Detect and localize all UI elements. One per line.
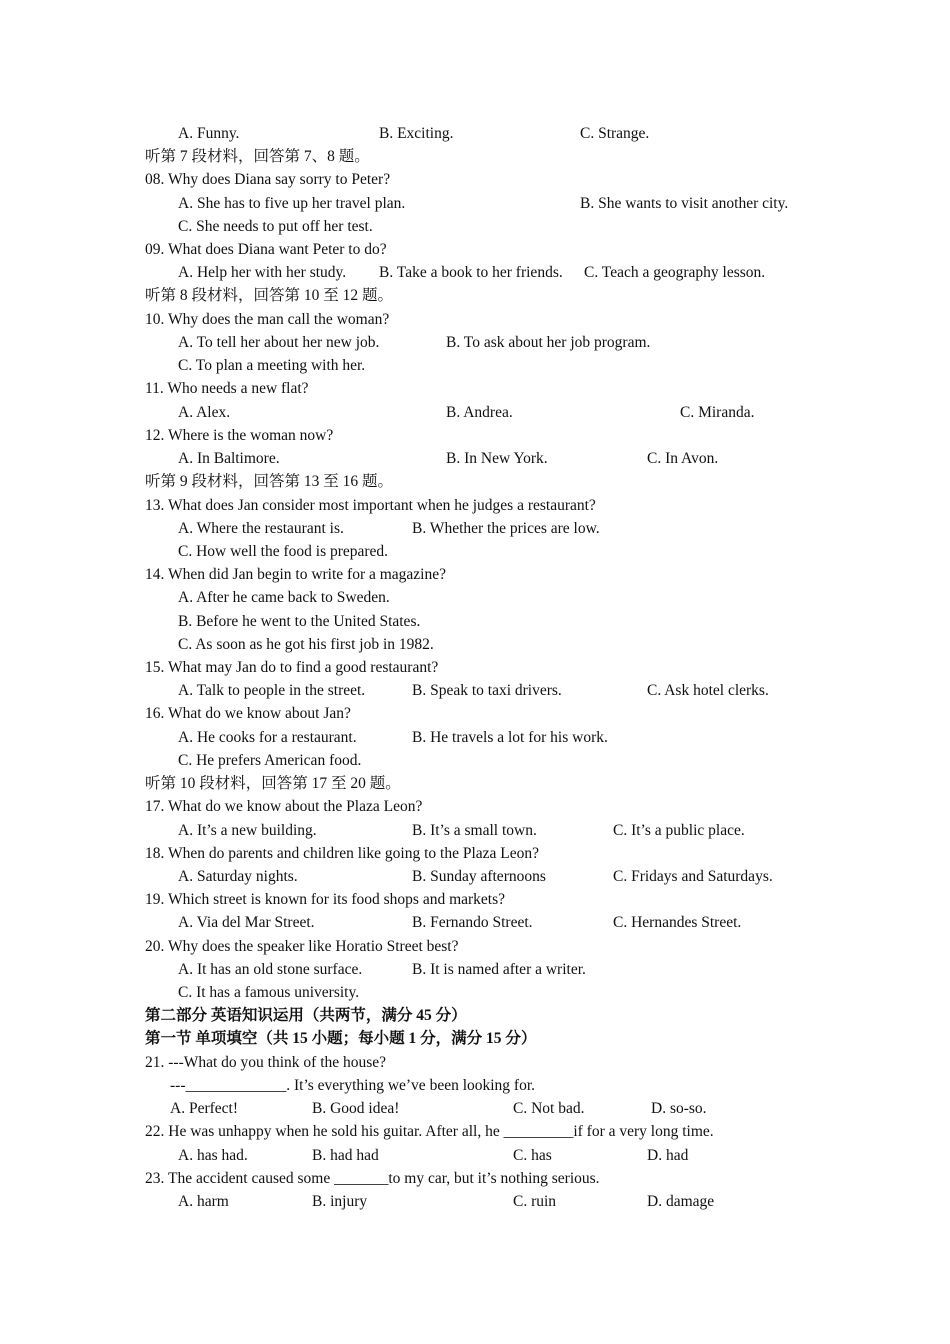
line-text: 11. Who needs a new flat? [145,380,309,397]
line-text: 23. The accident caused some _______to my car, but it’s nothing serious. [145,1170,600,1187]
line-text: 09. What does Diana want Peter to do? [145,241,387,258]
answer-option: A. He cooks for a restaurant. [178,729,357,746]
answer-option: A. It’s a new building. [178,822,317,839]
line-text: C. He prefers American food. [178,752,362,769]
line-text: 18. When do parents and children like going to the Plaza Leon? [145,845,539,862]
answer-option: A. Funny. [178,125,240,142]
line-text: 12. Where is the woman now? [145,427,334,444]
answer-option: C. Strange. [580,125,650,142]
answer-option: C. In Avon. [647,450,719,467]
answer-option: B. Fernando Street. [412,914,533,931]
answer-option: A. She has to five up her travel plan. [178,195,406,212]
answer-option: A. harm [178,1193,229,1210]
line-text: A. After he came back to Sweden. [178,589,390,606]
answer-option: C. Not bad. [513,1100,585,1117]
answer-option: D. had [647,1147,689,1164]
answer-option: C. Miranda. [680,404,755,421]
answer-option: C. ruin [513,1193,557,1210]
line-text: 20. Why does the speaker like Horatio Street best? [145,938,459,955]
line-text: C. As soon as he got his first job in 1982. [178,636,434,653]
line-text: 08. Why does Diana say sorry to Peter? [145,171,391,188]
line-text: 第一节 单项填空（共 15 小题；每小题 1 分，满分 15 分） [145,1030,537,1047]
line-text: B. Before he went to the United States. [178,613,421,630]
answer-option: A. Alex. [178,404,231,421]
line-text: 21. ---What do you think of the house? [145,1054,387,1071]
answer-option: A. Perfect! [170,1100,238,1117]
line-text: C. She needs to put off her test. [178,218,373,235]
answer-option: A. In Baltimore. [178,450,280,467]
answer-option: A. Via del Mar Street. [178,914,315,931]
answer-option: A. It has an old stone surface. [178,961,363,978]
answer-option: C. Teach a geography lesson. [584,264,766,281]
answer-option: B. Sunday afternoons [412,868,546,885]
answer-option: B. In New York. [446,450,548,467]
answer-option: C. Fridays and Saturdays. [613,868,773,885]
answer-option: D. damage [647,1193,715,1210]
answer-option: B. had had [312,1147,379,1164]
answer-option: B. It’s a small town. [412,822,537,839]
answer-option: B. injury [312,1193,368,1210]
line-text: 10. Why does the man call the woman? [145,311,390,328]
answer-option: C. Ask hotel clerks. [647,682,769,699]
line-text: 听第 10 段材料，回答第 17 至 20 题。 [145,775,401,792]
line-text: 19. Which street is known for its food shops and markets? [145,891,506,908]
answer-option: A. has had. [178,1147,248,1164]
line-text: 22. He was unhappy when he sold his guitar. After all, he _________if for a very long time. [145,1123,714,1140]
line-text: C. To plan a meeting with her. [178,357,366,374]
line-text: 听第 9 段材料，回答第 13 至 16 题。 [145,473,394,490]
line-text: 听第 7 段材料，回答第 7、8 题。 [145,148,370,165]
answer-option: B. It is named after a writer. [412,961,586,978]
answer-option: B. To ask about her job program. [446,334,651,351]
line-text: ---_____________. It’s everything we’ve been looking for. [170,1077,536,1094]
line-text: 15. What may Jan do to find a good restaurant? [145,659,439,676]
answer-option: C. It’s a public place. [613,822,745,839]
answer-option: A. Saturday nights. [178,868,298,885]
line-text: 17. What do we know about the Plaza Leon? [145,798,423,815]
answer-option: A. Where the restaurant is. [178,520,344,537]
answer-option: B. Good idea! [312,1100,400,1117]
answer-option: B. She wants to visit another city. [580,195,789,212]
answer-option: A. To tell her about her new job. [178,334,380,351]
answer-option: C. has [513,1147,552,1164]
answer-option: C. Hernandes Street. [613,914,742,931]
answer-option: B. Take a book to her friends. [379,264,563,281]
answer-option: B. Whether the prices are low. [412,520,600,537]
answer-option: B. Exciting. [379,125,454,142]
answer-option: B. Andrea. [446,404,513,421]
line-text: C. It has a famous university. [178,984,360,1001]
answer-option: B. Speak to taxi drivers. [412,682,562,699]
line-text: 14. When did Jan begin to write for a magazine? [145,566,447,583]
line-text: 听第 8 段材料，回答第 10 至 12 题。 [145,287,394,304]
answer-option: B. He travels a lot for his work. [412,729,608,746]
answer-option: A. Talk to people in the street. [178,682,366,699]
line-text: 第二部分 英语知识运用（共两节，满分 45 分） [145,1007,467,1024]
line-text: 16. What do we know about Jan? [145,705,351,722]
line-text: C. How well the food is prepared. [178,543,389,560]
answer-option: D. so-so. [651,1100,707,1117]
line-text: 13. What does Jan consider most important when he judges a restaurant? [145,497,596,514]
answer-option: A. Help her with her study. [178,264,347,281]
